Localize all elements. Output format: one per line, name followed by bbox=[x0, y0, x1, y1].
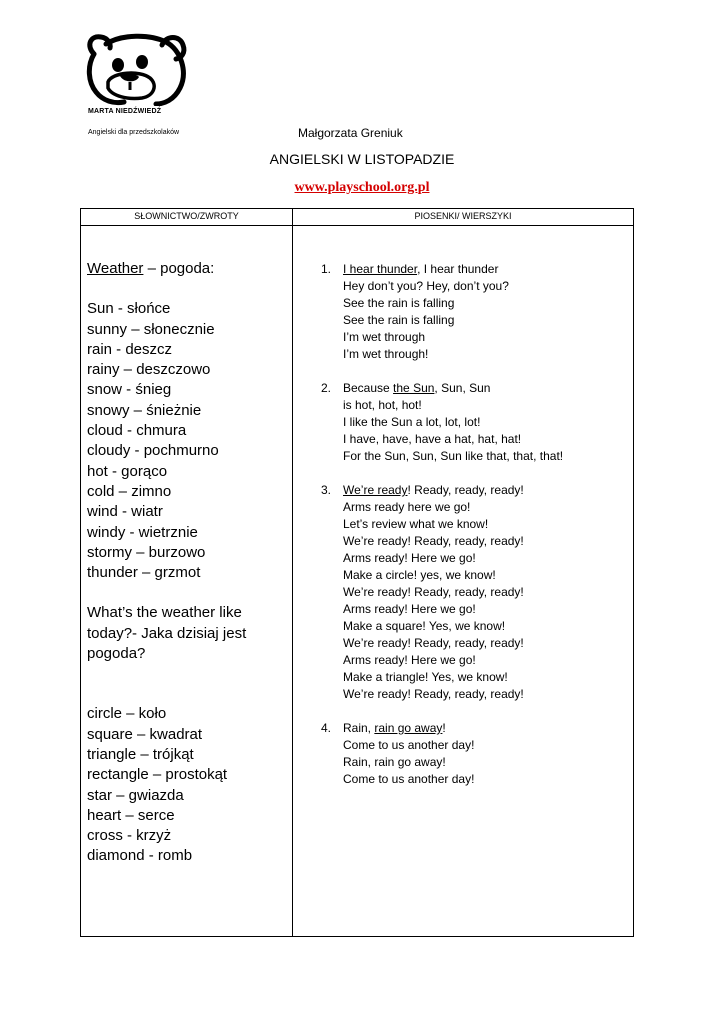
song-line: I’m wet through bbox=[343, 330, 426, 344]
song-line: Arms ready! Here we go! bbox=[343, 551, 476, 565]
song-line: Come to us another day! bbox=[343, 738, 475, 752]
song-line: Make a triangle! Yes, we know! bbox=[343, 670, 508, 684]
header-divider bbox=[81, 225, 633, 226]
weather-heading-word: Weather bbox=[87, 260, 144, 277]
song-line: Rain, rain go away! bbox=[343, 755, 446, 769]
brand-name: MARTA NIEDŹWIEDŹ bbox=[88, 108, 162, 115]
vocab-item: stormy – burzowo bbox=[87, 543, 206, 561]
shape-item: circle – koło bbox=[87, 705, 167, 723]
song bbox=[321, 261, 631, 363]
vocab-item: rainy – deszczowo bbox=[87, 361, 211, 379]
song-line: See the rain is falling bbox=[343, 313, 455, 327]
song-line: I have, have, have a hat, hat, hat! bbox=[343, 432, 522, 446]
shape-item: cross - krzyż bbox=[87, 827, 172, 845]
vocab-item: snow - śnieg bbox=[87, 381, 172, 399]
vocab-item: thunder – grzmot bbox=[87, 564, 201, 582]
vocab-item: snowy – śnieżnie bbox=[87, 401, 202, 419]
vocab-item: Sun - słońce bbox=[87, 300, 171, 318]
song-number: 2. bbox=[321, 381, 332, 395]
song bbox=[321, 380, 631, 465]
weather-heading-rest: – pogoda: bbox=[143, 260, 215, 277]
song-line: We’re ready! Ready, ready, ready! bbox=[343, 636, 524, 650]
song-line: Arms ready! Here we go! bbox=[343, 653, 476, 667]
song bbox=[321, 482, 631, 703]
song-line: Make a circle! yes, we know! bbox=[343, 568, 496, 582]
song-first-line: I hear thunder, I hear thunder bbox=[343, 262, 499, 276]
column-header-songs: PIOSENKI/ WIERSZYKI bbox=[414, 211, 512, 221]
shape-item: heart – serce bbox=[87, 806, 175, 824]
songs-list bbox=[321, 261, 631, 788]
bear-logo-icon bbox=[84, 32, 188, 106]
vocab-item: hot - gorąco bbox=[87, 462, 168, 480]
song-line: I like the Sun a lot, lot, lot! bbox=[343, 415, 481, 429]
vocab-item: sunny – słonecznie bbox=[87, 320, 215, 338]
document-title: ANGIELSKI W LISTOPADZIE bbox=[269, 151, 455, 167]
song-line: Hey don’t you? Hey, don’t you? bbox=[343, 279, 509, 293]
shape-item: triangle – trójkąt bbox=[87, 745, 194, 763]
shape-item: square – kwadrat bbox=[87, 725, 203, 743]
weather-question-line: What’s the weather like bbox=[87, 604, 242, 622]
weather-heading bbox=[87, 259, 287, 279]
shape-item: star – gwiazda bbox=[87, 786, 184, 804]
song bbox=[321, 720, 631, 788]
song-line: We’re ready! Ready, ready, ready! bbox=[343, 585, 524, 599]
song-line: For the Sun, Sun, Sun like that, that, that! bbox=[343, 449, 564, 463]
song-first-line: Rain, rain go away! bbox=[343, 721, 446, 735]
song-line: Make a square! Yes, we know! bbox=[343, 619, 506, 633]
song-line: We’re ready! Ready, ready, ready! bbox=[343, 687, 524, 701]
brand-subtitle: Angielski dla przedszkolaków bbox=[88, 129, 180, 136]
content-table bbox=[80, 208, 634, 937]
shape-item: diamond - romb bbox=[87, 847, 193, 865]
author-name: Małgorzata Greniuk bbox=[298, 126, 403, 140]
vocabulary-list bbox=[87, 259, 287, 867]
song-line: Come to us another day! bbox=[343, 772, 475, 786]
shape-item: rectangle – prostokąt bbox=[87, 766, 228, 784]
song-first-line: Because the Sun, Sun, Sun bbox=[343, 381, 491, 395]
song-number: 1. bbox=[321, 262, 332, 276]
song-line: I’m wet through! bbox=[343, 347, 429, 361]
vocab-item: rain - deszcz bbox=[87, 340, 173, 358]
column-header-vocabulary: SŁOWNICTWO/ZWROTY bbox=[134, 211, 239, 221]
vocab-item: cold – zimno bbox=[87, 482, 172, 500]
song-line: Let’s review what we know! bbox=[343, 517, 489, 531]
song-first-line: We’re ready! Ready, ready, ready! bbox=[343, 483, 524, 497]
column-divider bbox=[292, 209, 293, 936]
song-line: We’re ready! Ready, ready, ready! bbox=[343, 534, 524, 548]
vocab-item: cloudy - pochmurno bbox=[87, 442, 219, 460]
website-link[interactable]: www.playschool.org.pl bbox=[294, 180, 430, 195]
song-line: is hot, hot, hot! bbox=[343, 398, 422, 412]
vocab-item: windy - wietrznie bbox=[87, 523, 198, 541]
song-line: Arms ready here we go! bbox=[343, 500, 471, 514]
song-number: 4. bbox=[321, 721, 332, 735]
vocab-item: wind - wiatr bbox=[87, 503, 163, 521]
vocab-item: cloud - chmura bbox=[87, 422, 187, 440]
song-line: Arms ready! Here we go! bbox=[343, 602, 476, 616]
song-number: 3. bbox=[321, 483, 332, 497]
song-line: See the rain is falling bbox=[343, 296, 455, 310]
weather-question-line: pogoda? bbox=[87, 645, 146, 663]
weather-question-line: today?- Jaka dzisiaj jest bbox=[87, 624, 247, 642]
